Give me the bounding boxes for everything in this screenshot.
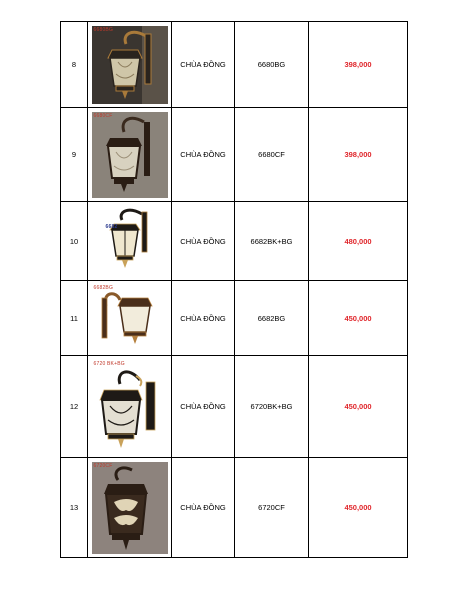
product-code-tag: 6680BG xyxy=(93,26,114,33)
wall-lantern-icon xyxy=(92,360,168,454)
row-number: 10 xyxy=(61,202,88,281)
product-price-table xyxy=(60,21,408,558)
product-code-tag: 6682BG xyxy=(93,285,114,291)
product-price: 398,000 xyxy=(309,22,408,108)
row-number: 13 xyxy=(61,458,88,558)
product-photo xyxy=(92,284,168,352)
product-code: 6680CF xyxy=(235,108,309,202)
table-row xyxy=(61,108,408,202)
product-code: 6682BG xyxy=(235,281,309,356)
product-photo-cell xyxy=(88,281,172,356)
row-number: 8 xyxy=(61,22,88,108)
wall-lantern-icon xyxy=(92,284,168,352)
product-code-tag: 6720CF xyxy=(93,462,113,469)
product-name: CHÙA ĐỒNG xyxy=(172,22,235,108)
product-photo-cell xyxy=(88,22,172,108)
product-price: 450,000 xyxy=(309,281,408,356)
table-row xyxy=(61,281,408,356)
product-photo xyxy=(92,26,168,104)
table-row xyxy=(61,202,408,281)
product-code: 6682BK+BG xyxy=(235,202,309,281)
product-code: 6720BK+BG xyxy=(235,356,309,458)
product-name: CHÙA ĐỒNG xyxy=(172,202,235,281)
product-price: 480,000 xyxy=(309,202,408,281)
wall-lantern-icon xyxy=(92,462,168,554)
product-price: 450,000 xyxy=(309,458,408,558)
product-code-tag: 6720 BK+BG xyxy=(93,360,125,367)
table-row xyxy=(61,356,408,458)
product-photo xyxy=(92,360,168,454)
wall-lantern-icon xyxy=(92,206,168,276)
product-price: 398,000 xyxy=(309,108,408,202)
wall-lantern-icon xyxy=(92,112,168,198)
product-name: CHÙA ĐỒNG xyxy=(172,281,235,356)
product-photo-cell xyxy=(88,202,172,281)
product-photo xyxy=(92,462,168,554)
row-number: 9 xyxy=(61,108,88,202)
table-row xyxy=(61,22,408,108)
product-photo-cell xyxy=(88,108,172,202)
product-code: 6720CF xyxy=(235,458,309,558)
product-code: 6680BG xyxy=(235,22,309,108)
product-name: CHÙA ĐỒNG xyxy=(172,458,235,558)
product-photo xyxy=(92,112,168,198)
product-name: CHÙA ĐỒNG xyxy=(172,356,235,458)
row-number: 11 xyxy=(61,281,88,356)
product-price: 450,000 xyxy=(309,356,408,458)
product-photo-cell xyxy=(88,356,172,458)
product-code-tag: 6680CF xyxy=(93,112,113,119)
product-code-tag: 6682 xyxy=(105,224,118,230)
table-row xyxy=(61,458,408,558)
product-photo xyxy=(92,206,168,276)
row-number: 12 xyxy=(61,356,88,458)
wall-lantern-icon xyxy=(92,26,168,104)
product-name: CHÙA ĐỒNG xyxy=(172,108,235,202)
product-photo-cell xyxy=(88,458,172,558)
